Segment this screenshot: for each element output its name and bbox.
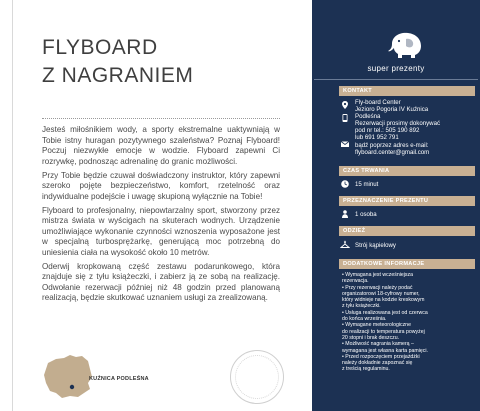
info-line: • Przy rezerwacji należy podać [342,284,413,291]
contact-line: bądź poprzez adres e-mail: [355,141,429,149]
margin-rule [12,0,13,411]
poland-map-icon [42,353,94,399]
people-value: 1 osoba [355,211,377,218]
contact-line: Jezioro Pogoria IV Kuźnica [355,106,429,114]
brand-name: super prezenty [367,64,425,73]
description-text [42,125,280,307]
dress-heading: ODZIEŻ [339,226,475,236]
info-line: • Wymagana jest wcześniejsza [342,272,413,278]
people-heading: PRZEZNACZENIE PREZENTU [339,196,475,206]
info-line: • Przed rozpoczęciem przejażdżki [342,353,420,360]
elephant-logo-icon [384,30,426,60]
brand-divider [314,79,478,80]
contact-line: Podleśna [355,113,381,121]
phone-icon [340,113,350,123]
info-line: 20 stopni i brak deszczu. [342,334,400,341]
info-line: należy dokładnie zapoznać się [342,360,413,367]
duration-heading: CZAS TRWANIA [339,166,475,176]
contact-details [355,99,475,156]
contact-line: Fly-board Center [355,99,401,106]
additional-info-list [342,272,436,373]
person-icon [340,209,350,219]
location-pin-icon [340,100,350,110]
title-line-2: Z NAGRANIEM [42,64,194,87]
info-line: który widnieje na kodzie kreskowym [342,297,425,304]
contact-line: Rezerwacji prosimy dokonywać [355,120,441,128]
info-heading: DODATKOWE INFORMACJE [339,259,475,269]
contact-line: pod nr tel.: 505 190 892 [355,127,420,135]
stamp-circle [230,350,284,404]
contact-line: lub 691 952 791 [355,134,399,142]
info-line: do realizacji to temperatura powyżej [342,328,425,335]
page-title [42,34,272,90]
info-line: organizatorowi 18-cyfrowy numer, [342,290,420,297]
info-line: • Usługa realizowana jest od czerwca [342,309,428,316]
dotted-separator [42,118,280,119]
paragraph: Przy Tobie będzie czuwał doświadczony instruktor, który zapewni szeroko pojęte bezpieczeństwo, komfort, rzetelność oraz indywidualne podejście i uwagę skupioną wyłącznie na Tobie! [42,170,280,201]
paragraph: Oderwij kropkowaną część zestawu podarunkowego, która znajduje się z tyłu książeczki, i zabierz ją ze sobą na realizację. Odwołanie rezerwacji później niż 48 godzin przed planowaną realizacją, będzie skutkować uznaniem usługi za zrealizowaną. [42,261,280,302]
dress-value: Strój kąpielowy [355,242,396,249]
clock-icon [340,179,350,189]
email-icon [340,139,350,149]
duration-value: 15 minut [355,181,379,188]
info-line: • Możliwość nagrania kamerą – [342,341,414,348]
info-line: z treścią regulaminu. [342,366,390,373]
info-line: rezerwacja. [342,278,369,285]
contact-email: flyboard.center@gmail.com [355,148,430,156]
info-line: z tyłu książeczki. [342,303,381,310]
paragraph: Jesteś miłośnikiem wody, a sporty ekstremalne uaktywniają w Tobie istny huragan pozytywnego szaleństwa? Poznaj Flyboard! Poczuj niezwykłe emocje w wodzie. Flyboard zapewni Ci rozrywkę, podnosząc adrenalinę do granic możliwości. [42,125,280,166]
location-label: KUŹNICA PODLEŚNA [89,376,149,382]
title-line-1: FLYBOARD [42,36,158,59]
info-line: wymagana jest własna karta pamięci. [342,347,428,354]
paragraph: Flyboard to profesjonalny, niepowtarzalny sport, stworzony przez mistrza świata w wyścigach na skuterach wodnych. Urządzenie umożliwiające wykonanie czynności wznoszenia wyposażone jest w specjalną turbosprężarkę, generującą moc potrzebną do uniesienia ciała na wysokość około 10 metrów. [42,205,280,257]
info-line: • Wymagane meteorologiczne [342,322,411,329]
info-line: do końca września. [342,316,387,323]
hanger-icon [340,240,350,250]
contact-heading: KONTAKT [339,86,475,96]
